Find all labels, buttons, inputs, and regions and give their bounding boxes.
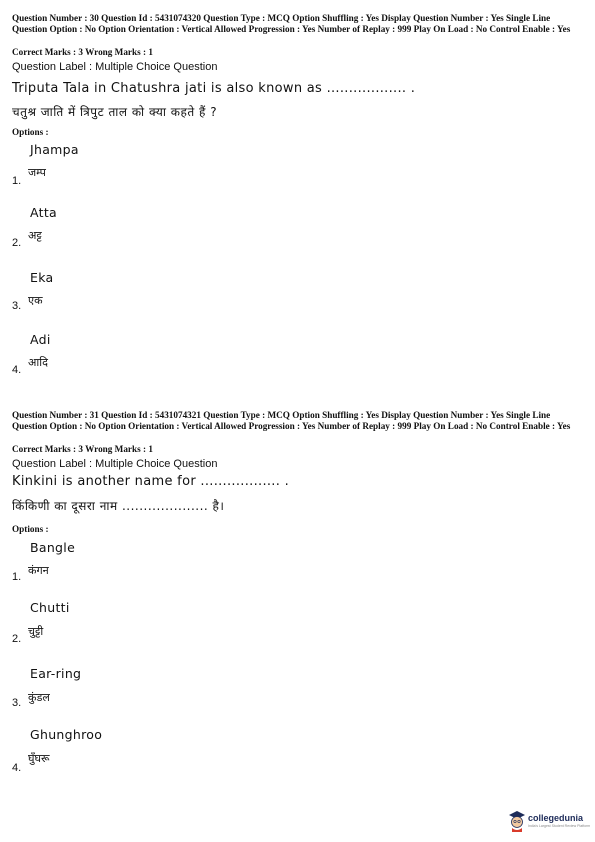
question-meta: Question Number : 31 Question Id : 5431074321 Question Type : MCQ Option Shuffling : Yes Display Question Number : Yes Single Line Question Option : No Option Orientation : Vertical Allowed Progression : Yes Number of Replay : 999 Play On Load : No Control Enable : Yes (12, 410, 571, 431)
option-4-text: Ghunghroo (30, 727, 103, 742)
option-2-number: 2. (12, 237, 22, 249)
option-4-hindi: घुँघरू (28, 752, 50, 765)
question-text-hindi: किंकिणी का दूसरा नाम .................... है। (12, 499, 225, 513)
option-4-text: Adi (30, 332, 51, 347)
question-text-hindi: चतुश्र जाति में त्रिपुट ताल को क्या कहते हैं ? (12, 105, 218, 119)
option-1-text: Bangle (30, 540, 76, 555)
question-label: Question Label : Multiple Choice Question (12, 61, 218, 73)
option-2-text: Chutti (30, 600, 70, 615)
option-3-hindi: एक (28, 294, 43, 307)
option-1-number: 1. (12, 571, 22, 583)
brand-logo[interactable] (508, 810, 592, 834)
option-3-number: 3. (12, 300, 22, 312)
brand-name: collegedunia (528, 813, 584, 823)
option-3-hindi: कुंडल (28, 691, 50, 704)
option-1-text: Jhampa (30, 142, 79, 157)
graduate-mascot-icon (508, 810, 526, 832)
question-marks: Correct Marks : 3 Wrong Marks : 1 (12, 444, 153, 454)
question-meta: Question Number : 30 Question Id : 5431074320 Question Type : MCQ Option Shuffling : Yes Display Question Number : Yes Single Line Question Option : No Option Orientation : Vertical Allowed Progression : Yes Number of Replay : 999 Play On Load : No Control Enable : Yes (12, 13, 571, 34)
option-1-hindi: जम्प (28, 166, 46, 179)
option-1-hindi: कंगन (28, 564, 49, 577)
option-1-number: 1. (12, 175, 22, 187)
question-text: Triputa Tala in Chatushra jati is also known as .................. . (12, 81, 416, 96)
option-4-number: 4. (12, 762, 22, 774)
question-marks: Correct Marks : 3 Wrong Marks : 1 (12, 47, 153, 57)
option-4-hindi: आदि (28, 356, 48, 369)
option-3-number: 3. (12, 697, 22, 709)
option-2-number: 2. (12, 633, 22, 645)
brand-tagline: India's Largest Student Review Platform (528, 824, 591, 828)
option-4-number: 4. (12, 364, 22, 376)
option-3-text: Eka (30, 270, 54, 285)
option-3-text: Ear-ring (30, 666, 82, 681)
question-text: Kinkini is another name for .................. . (12, 474, 290, 489)
option-2-hindi: चुट्टी (28, 625, 44, 638)
option-2-hindi: अट्ट (28, 229, 42, 242)
options-label: Options : (12, 524, 49, 534)
option-2-text: Atta (30, 205, 57, 220)
options-label: Options : (12, 127, 49, 137)
question-label: Question Label : Multiple Choice Question (12, 458, 218, 470)
